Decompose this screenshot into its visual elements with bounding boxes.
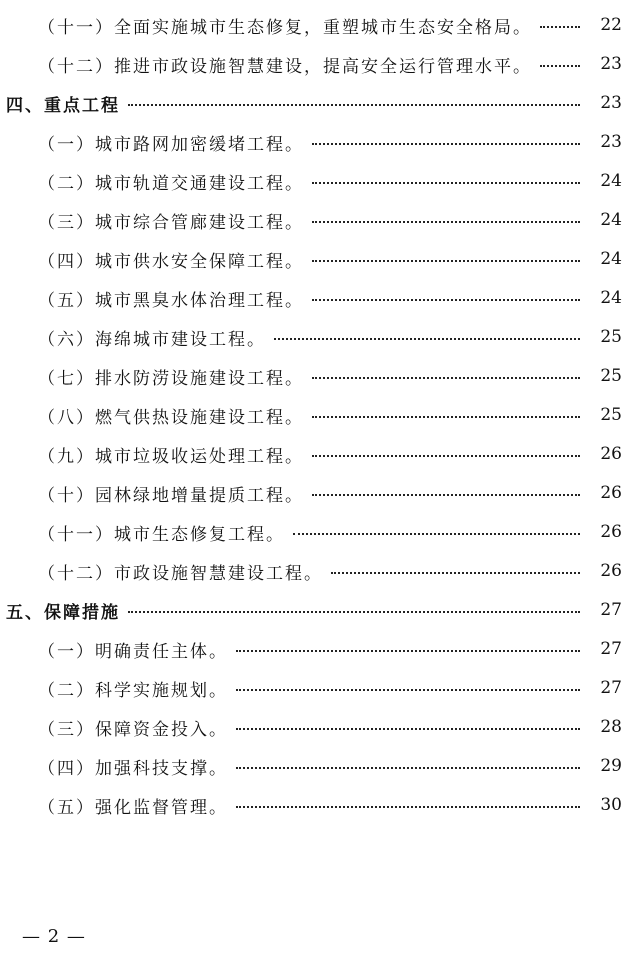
dot-leader	[540, 65, 580, 67]
dot-leader	[312, 416, 580, 418]
dot-leader	[312, 143, 580, 145]
toc-entry[interactable]	[0, 634, 640, 664]
toc-entry[interactable]	[0, 712, 640, 742]
dot-leader	[236, 689, 580, 691]
toc-entry-page: 23	[600, 54, 622, 74]
toc-entry-title: （十一）城市生态修复工程。	[38, 524, 285, 545]
toc-entry-page: 27	[600, 678, 622, 698]
toc-entry-title: （十一）全面实施城市生态修复，重塑城市生态安全格局。	[38, 17, 532, 38]
toc-entry-page: 27	[600, 639, 622, 659]
toc-entry-title: （八）燃气供热设施建设工程。	[38, 407, 304, 428]
toc-entry-title: （二）城市轨道交通建设工程。	[38, 173, 304, 194]
toc-entry[interactable]	[0, 751, 640, 781]
toc-entry-title: （四）加强科技支撑。	[38, 758, 228, 779]
dot-leader	[236, 650, 580, 652]
toc-entry-page: 23	[600, 93, 622, 113]
toc-entry[interactable]	[0, 439, 640, 469]
toc-entry-title: （二）科学实施规划。	[38, 680, 228, 701]
toc-entry[interactable]	[0, 361, 640, 391]
toc-entry-title: （六）海绵城市建设工程。	[38, 329, 266, 350]
toc-entry-page: 25	[600, 405, 622, 425]
toc-entry-page: 27	[600, 600, 622, 620]
toc-entry-title: （七）排水防涝设施建设工程。	[38, 368, 304, 389]
dot-leader	[236, 728, 580, 730]
toc-entry-page: 26	[600, 483, 622, 503]
toc-entry[interactable]	[0, 49, 640, 79]
toc-entry-page: 26	[600, 444, 622, 464]
toc-section-title: 四、重点工程	[6, 95, 120, 116]
toc-entry-title: （三）保障资金投入。	[38, 719, 228, 740]
toc-entry-page: 23	[600, 132, 622, 152]
toc-entry-page: 22	[600, 15, 622, 35]
toc-entry-page: 30	[600, 795, 622, 815]
toc-entry-page: 25	[600, 327, 622, 347]
toc-entry-title: （九）城市垃圾收运处理工程。	[38, 446, 304, 467]
dot-leader	[128, 104, 580, 106]
toc-entry-title: （五）城市黑臭水体治理工程。	[38, 290, 304, 311]
dot-leader	[312, 299, 580, 301]
toc-section-heading[interactable]	[0, 88, 640, 118]
dot-leader	[236, 806, 580, 808]
toc-entry-title: （三）城市综合管廊建设工程。	[38, 212, 304, 233]
dot-leader	[236, 767, 580, 769]
dot-leader	[274, 338, 580, 340]
toc-entry[interactable]	[0, 517, 640, 547]
toc-entry-title: （十二）推进市政设施智慧建设，提高安全运行管理水平。	[38, 56, 532, 77]
toc-entry[interactable]	[0, 673, 640, 703]
dot-leader	[312, 455, 580, 457]
toc-entry[interactable]	[0, 322, 640, 352]
toc-entry-title: （一）明确责任主体。	[38, 641, 228, 662]
toc-entry-page: 28	[600, 717, 622, 737]
toc-entry[interactable]	[0, 205, 640, 235]
toc-section-title: 五、保障措施	[6, 602, 120, 623]
dot-leader	[312, 221, 580, 223]
dot-leader	[312, 494, 580, 496]
toc-entry-title: （十）园林绿地增量提质工程。	[38, 485, 304, 506]
dot-leader	[312, 182, 580, 184]
toc-entry-page: 25	[600, 366, 622, 386]
toc-entry[interactable]	[0, 790, 640, 820]
toc-entry-page: 24	[600, 249, 622, 269]
toc-entry[interactable]	[0, 127, 640, 157]
toc-entry[interactable]	[0, 10, 640, 40]
toc-entry-page: 24	[600, 210, 622, 230]
toc-entry[interactable]	[0, 400, 640, 430]
toc-entry-page: 24	[600, 288, 622, 308]
toc-entry-title: （四）城市供水安全保障工程。	[38, 251, 304, 272]
toc-entry-page: 26	[600, 522, 622, 542]
dot-leader	[293, 533, 580, 535]
dot-leader	[312, 260, 580, 262]
toc-entry-page: 26	[600, 561, 622, 581]
toc-entry-title: （一）城市路网加密缓堵工程。	[38, 134, 304, 155]
dot-leader	[312, 377, 580, 379]
toc-entry-title: （五）强化监督管理。	[38, 797, 228, 818]
page-number-footer: — 2 —	[22, 926, 86, 947]
toc-section-heading[interactable]	[0, 595, 640, 625]
dot-leader	[331, 572, 580, 574]
toc-entry-page: 29	[600, 756, 622, 776]
toc-entry[interactable]	[0, 166, 640, 196]
toc-entry[interactable]	[0, 283, 640, 313]
dot-leader	[540, 26, 580, 28]
toc-entry[interactable]	[0, 244, 640, 274]
dot-leader	[128, 611, 580, 613]
toc-entry-page: 24	[600, 171, 622, 191]
toc-entry[interactable]	[0, 478, 640, 508]
toc-entry[interactable]	[0, 556, 640, 586]
toc-entry-title: （十二）市政设施智慧建设工程。	[38, 563, 323, 584]
